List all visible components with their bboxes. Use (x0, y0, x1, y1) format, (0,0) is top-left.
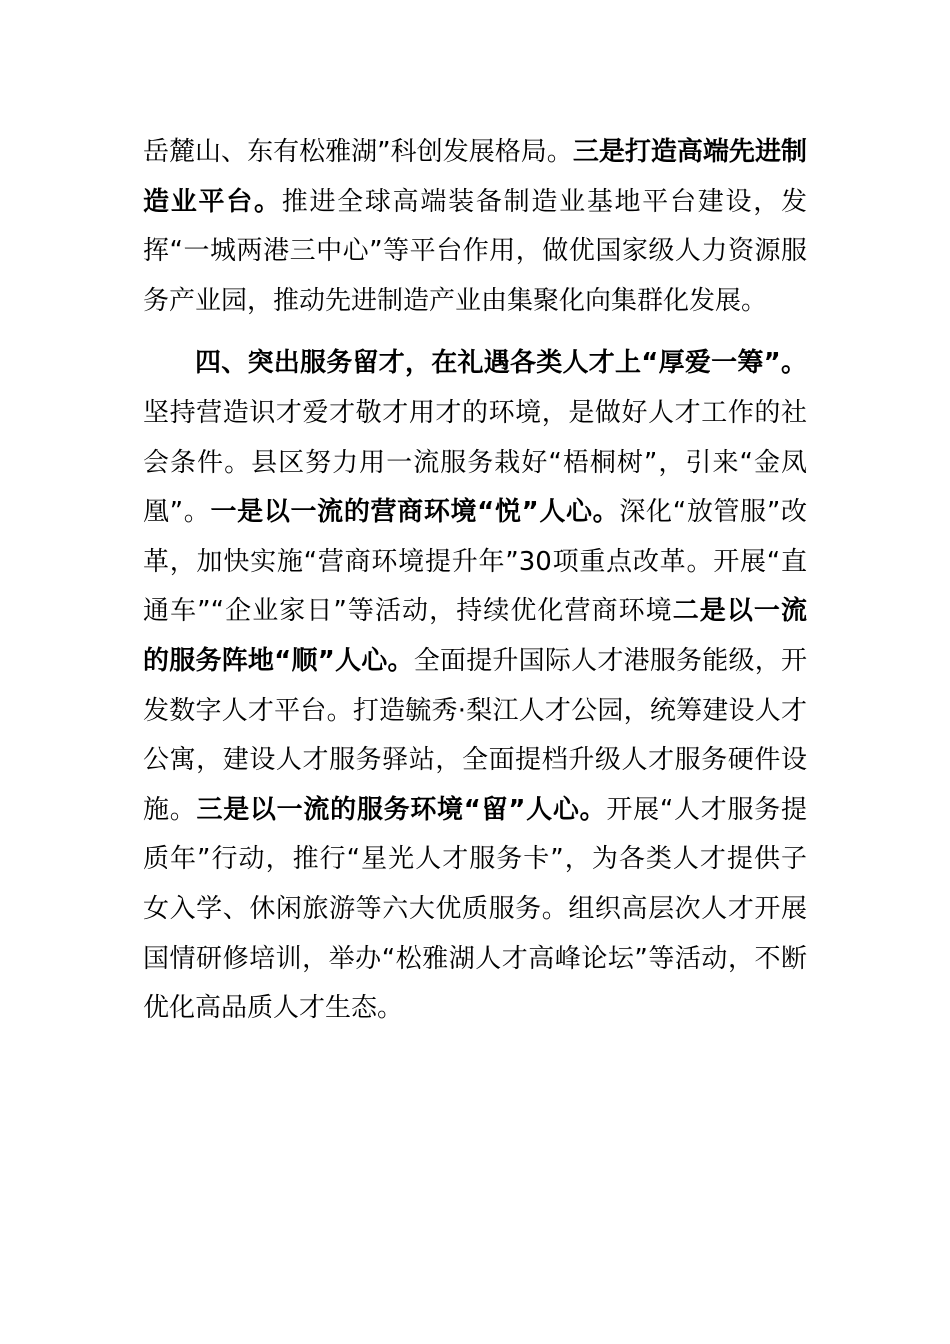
paragraph-1-text-run: 推进全球高端装备制造业基地平台建设，发挥“一城两港三中心”等平台作用，做优国家级人力资源服务产业园，推动先进制造产业由集聚化向集群化发展。 (143, 186, 807, 316)
point-two-heading: 二是以一流的服务阵地“顺”人心。 (143, 596, 807, 676)
paragraph-2-text-run: 全面提升国际人才港服务能级，开发数字人才平台。打造毓秀·梨江人才公园，统筹建设人才公寓，建设人才服务驿站，全面提档升级人才服务硬件设施。 (143, 645, 807, 825)
paragraph-2 (143, 339, 807, 1033)
paragraph-2-text-run: 坚持营造识才爱才敬才用才的环境，是做好人才工作的社会条件。县区努力用一流服务栽好“梧桐树”，引来“金凤凰”。 (143, 397, 807, 528)
paragraph-2-text-run: 深化“放管服”改革，加快实施“营商环境提升年”30项重点改革。开展“直通车”“企业家日”等活动，持续优化营商环境 (143, 497, 807, 627)
document-page (143, 128, 807, 1034)
point-three-heading: 三是以一流的服务环境“留”人心。 (196, 794, 607, 825)
section-heading: 四、突出服务留才，在礼遇各类人才上“厚爱一筹”。 (195, 348, 807, 379)
paragraph-1 (143, 128, 807, 326)
paragraph-2-text-run: 开展“人才服务提质年”行动，推行“星光人才服务卡”，为各类人才提供子女入学、休闲旅游等六大优质服务。组织高层次人才开展国情研修培训，举办“松雅湖人才高峰论坛”等活动，不断优化高品质人才生态。 (143, 794, 807, 1024)
paragraph-1-bold-heading: 三是打造高端先进制造业平台。 (143, 137, 807, 217)
point-one-heading: 一是以一流的营商环境“悦”人心。 (210, 497, 620, 528)
paragraph-1-text-run: 岳麓山、东有松雅湖”科创发展格局。 (143, 137, 573, 167)
